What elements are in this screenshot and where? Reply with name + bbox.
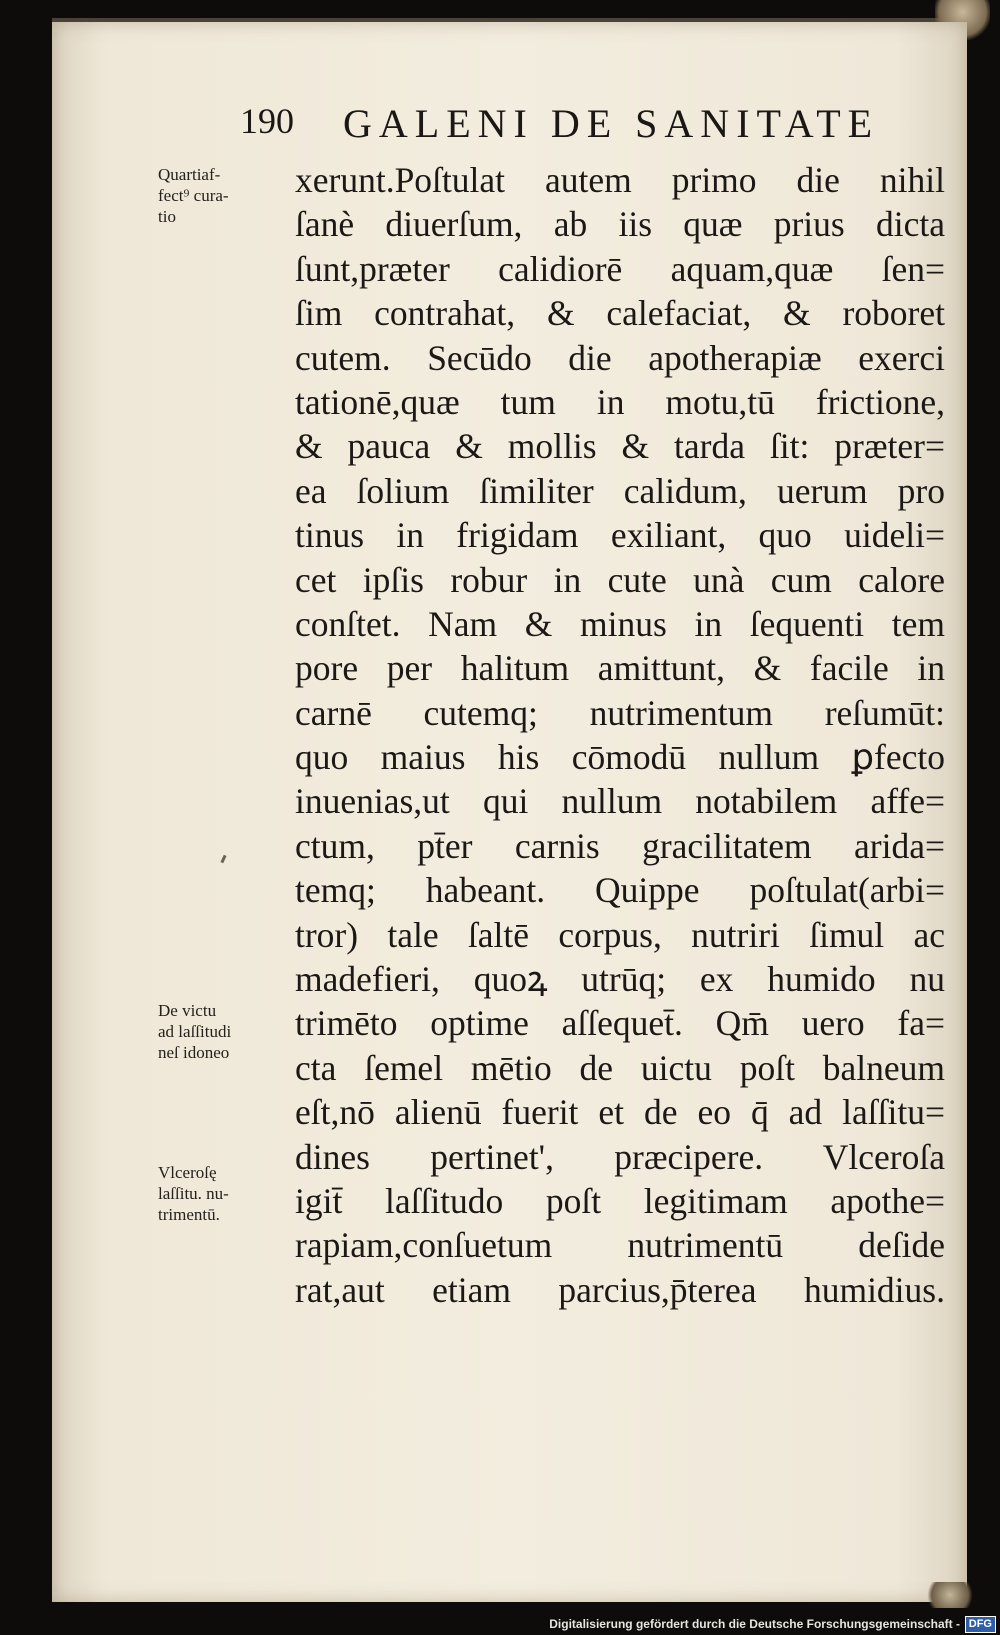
- marginal-note-line: trimentū.: [158, 1205, 220, 1224]
- text-line: cet ipſis robur in cute unà cum calore: [295, 559, 945, 600]
- marginal-note: [158, 164, 286, 227]
- text-line: rat,aut etiam parcius,p̄terea humidius.: [295, 1269, 945, 1310]
- page-number: 190: [240, 101, 294, 141]
- text-line: ſanè diuerſum, ab iis quæ prius dicta: [295, 204, 945, 245]
- marginal-note-line: ad laſſitudi: [158, 1022, 232, 1041]
- marginal-note-line: fect⁹ cura-: [158, 186, 229, 205]
- page-bottom-tab: [925, 1582, 975, 1608]
- marginal-note-line: tio: [158, 207, 176, 226]
- text-line: ea ſolium ſimiliter calidum, uerum pro: [295, 470, 945, 511]
- marginal-note-line: Quartiaf-: [158, 165, 221, 184]
- text-line: cta ſemel mētio de uictu poſt balneum: [295, 1047, 945, 1088]
- text-line: carnē cutemq; nutrimentum reſumūt:: [295, 692, 945, 733]
- text-line: eſt,nō alienū fuerit et de eo q̄ ad laſſitu=: [295, 1092, 945, 1133]
- text-line: tinus in frigidam exiliant, quo uideli=: [295, 515, 945, 556]
- text-line: tationē,quæ tum in motu,tū frictione,: [295, 381, 945, 422]
- text-line: trimēto optime aſſequet̄. Qm̄ uero fa=: [295, 1003, 945, 1044]
- text-line: ctum, pt̄er carnis gracilitatem arida=: [295, 825, 945, 866]
- text-line: madefieri, quoꝝ utrūq; ex humido nu: [295, 959, 945, 1000]
- text-line: ſim contrahat, & calefaciat, & roboret: [295, 293, 945, 334]
- text-line: tror) tale ſaltē corpus, nutriri ſimul ac: [295, 914, 945, 955]
- dfg-logo: DFG: [965, 1616, 996, 1633]
- main-text-block: [295, 158, 945, 1312]
- marginal-note: [158, 1000, 286, 1063]
- funding-credit: Digitalisierung gefördert durch die Deutsche Forschungsgemeinschaft -: [549, 1617, 960, 1631]
- text-line: & pauca & mollis & tarda ſit: præter=: [295, 426, 945, 467]
- text-line: ſunt,præter calidiorē aquam,quæ ſen=: [295, 248, 945, 289]
- marginal-note-line: Vlceroſę: [158, 1163, 217, 1182]
- marginal-note-line: neſ idoneo: [158, 1043, 230, 1062]
- text-line: conſtet. Nam & minus in ſequenti tem: [295, 603, 945, 644]
- marginal-note-line: laſſitu. nu-: [158, 1184, 229, 1203]
- marginal-note: [158, 1162, 286, 1225]
- text-line: dines pertinet', præcipere. Vlceroſa: [295, 1136, 945, 1177]
- text-line: inuenias,ut qui nullum notabilem affe=: [295, 781, 945, 822]
- running-head: GALENI DE SANITATE: [343, 101, 880, 146]
- text-line: pore per halitum amittunt, & facile in: [295, 648, 945, 689]
- text-line: temq; habeant. Quippe poſtulat(arbi=: [295, 870, 945, 911]
- text-line: igit̄ laſſitudo poſt legitimam apothe=: [295, 1180, 945, 1221]
- digitization-credit-bar: [0, 1614, 1000, 1635]
- text-line: quo maius his cōmodū nullum ꝑfecto: [295, 737, 945, 778]
- text-line: xerunt.Poſtulat autem primo die nihil: [295, 160, 945, 200]
- marginal-note-line: De victu: [158, 1001, 217, 1020]
- text-line: rapiam,conſuetum nutrimentū deſide: [295, 1225, 945, 1266]
- text-line: cutem. Secūdo die apotherapiæ exerci: [295, 337, 945, 378]
